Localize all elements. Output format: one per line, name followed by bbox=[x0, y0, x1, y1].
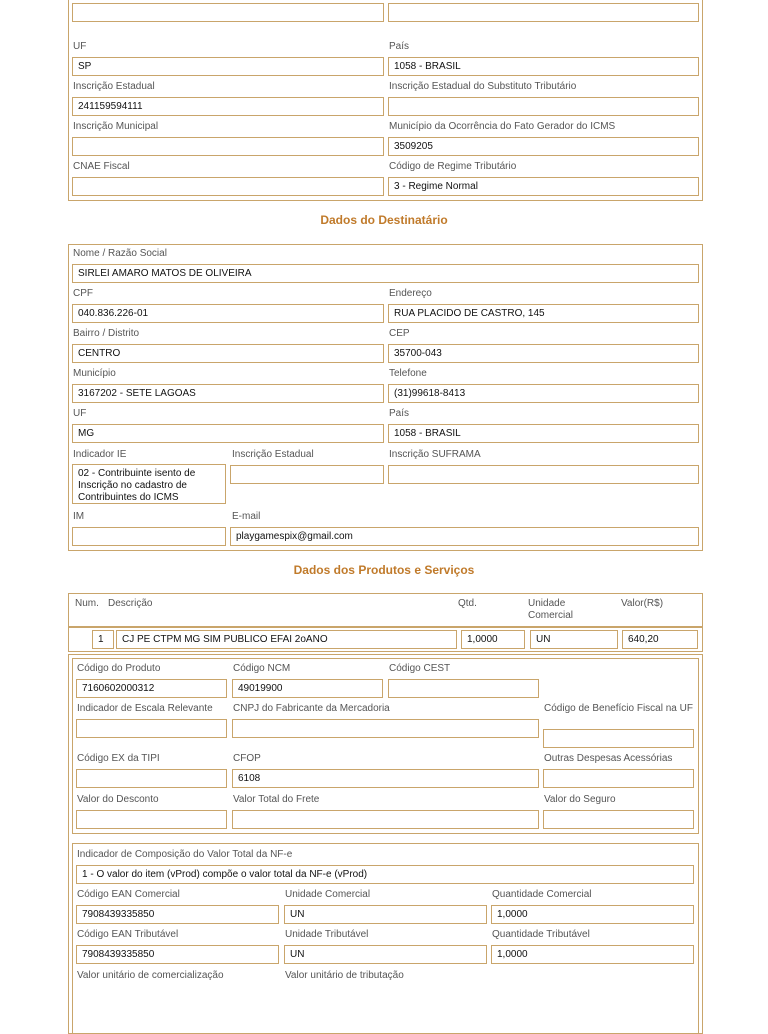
emitente-im-label: Inscrição Municipal bbox=[73, 121, 159, 132]
cod-produto-field: 7160602000312 bbox=[76, 679, 227, 698]
beneficio-label: Código de Benefício Fiscal na UF bbox=[544, 703, 693, 714]
emitente-prev-field-right bbox=[388, 3, 699, 22]
composicao-label: Indicador de Composição do Valor Total da NF-e bbox=[77, 849, 293, 860]
cest-label: Código CEST bbox=[389, 663, 451, 674]
emitente-uf-label: UF bbox=[73, 41, 87, 52]
ncm-field: 49019900 bbox=[232, 679, 383, 698]
ex-tipi-label: Código EX da TIPI bbox=[77, 753, 160, 764]
header-valor: Valor(R$) bbox=[621, 598, 664, 609]
desconto-field bbox=[76, 810, 227, 829]
dest-cep-label: CEP bbox=[389, 328, 410, 339]
emitente-cnae-label: CNAE Fiscal bbox=[73, 161, 130, 172]
cnpj-fab-label: CNPJ do Fabricante da Mercadoria bbox=[233, 703, 390, 714]
emitente-im-field bbox=[72, 137, 384, 156]
dest-cpf-label: CPF bbox=[73, 288, 93, 299]
dest-pais-label: País bbox=[389, 408, 410, 419]
produtos-header-box bbox=[68, 593, 703, 627]
un-trib-label: Unidade Tributável bbox=[285, 929, 369, 940]
vun-trib-label: Valor unitário de tributação bbox=[285, 970, 404, 981]
dest-bairro-label: Bairro / Distrito bbox=[73, 328, 140, 339]
ncm-label: Código NCM bbox=[233, 663, 291, 674]
dest-ie-label: Inscrição Estadual bbox=[232, 449, 314, 460]
un-com-label: Unidade Comercial bbox=[285, 889, 371, 900]
dest-uf-field: MG bbox=[72, 424, 384, 443]
un-com-field: UN bbox=[284, 905, 487, 924]
seguro-field bbox=[543, 810, 694, 829]
product-unidade: UN bbox=[530, 630, 618, 649]
vun-com-label: Valor unitário de comercialização bbox=[77, 970, 224, 981]
emitente-cnae-field bbox=[72, 177, 384, 196]
dest-cpf-field: 040.836.226-01 bbox=[72, 304, 384, 323]
cod-produto-label: Código do Produto bbox=[77, 663, 161, 674]
emitente-pais-field: 1058 - BRASIL bbox=[388, 57, 699, 76]
dest-uf-label: UF bbox=[73, 408, 87, 419]
ean-trib-label: Código EAN Tributável bbox=[77, 929, 179, 940]
dest-telefone-field: (31)99618-8413 bbox=[388, 384, 699, 403]
escala-field bbox=[76, 719, 227, 738]
dest-nome-field: SIRLEI AMARO MATOS DE OLIVEIRA bbox=[72, 264, 699, 283]
emitente-crt-label: Código de Regime Tributário bbox=[389, 161, 517, 172]
dest-suframa-label: Inscrição SUFRAMA bbox=[389, 449, 481, 460]
emitente-pais-label: País bbox=[389, 41, 410, 52]
desconto-label: Valor do Desconto bbox=[77, 794, 159, 805]
dest-im-label: IM bbox=[73, 511, 85, 522]
dest-im-field bbox=[72, 527, 226, 546]
emitente-crt-field: 3 - Regime Normal bbox=[388, 177, 699, 196]
emitente-ie-st-field bbox=[388, 97, 699, 116]
ean-com-field: 7908439335850 bbox=[76, 905, 279, 924]
dest-email-label: E-mail bbox=[232, 511, 261, 522]
dest-ind-ie-label: Indicador IE bbox=[73, 449, 127, 460]
dest-endereco-field: RUA PLACIDO DE CASTRO, 145 bbox=[388, 304, 699, 323]
product-num: 1 bbox=[92, 630, 114, 649]
escala-label: Indicador de Escala Relevante bbox=[77, 703, 213, 714]
cfop-label: CFOP bbox=[233, 753, 261, 764]
frete-label: Valor Total do Frete bbox=[233, 794, 320, 805]
dest-suframa-field bbox=[388, 465, 699, 484]
dest-bairro-field: CENTRO bbox=[72, 344, 384, 363]
cfop-field: 6108 bbox=[232, 769, 539, 788]
emitente-uf-field: SP bbox=[72, 57, 384, 76]
qtd-trib-label: Quantidade Tributável bbox=[492, 929, 590, 940]
dest-telefone-label: Telefone bbox=[389, 368, 427, 379]
dest-ie-field bbox=[230, 465, 384, 484]
header-qtd: Qtd. bbox=[458, 598, 477, 609]
emitente-ie-field: 241159594111 bbox=[72, 97, 384, 116]
product-qtd: 1,0000 bbox=[461, 630, 525, 649]
dest-pais-field: 1058 - BRASIL bbox=[388, 424, 699, 443]
dest-email-field: playgamespix@gmail.com bbox=[230, 527, 699, 546]
destinatario-section-title: Dados do Destinatário bbox=[320, 213, 448, 227]
qtd-com-field: 1,0000 bbox=[491, 905, 694, 924]
seguro-label: Valor do Seguro bbox=[544, 794, 616, 805]
dest-nome-label: Nome / Razão Social bbox=[73, 248, 167, 259]
un-trib-field: UN bbox=[284, 945, 487, 964]
dest-municipio-field: 3167202 - SETE LAGOAS bbox=[72, 384, 384, 403]
ean-trib-field: 7908439335850 bbox=[76, 945, 279, 964]
product-valor: 640,20 bbox=[622, 630, 698, 649]
produtos-section-title: Dados dos Produtos e Serviços bbox=[293, 563, 475, 577]
cnpj-fab-field bbox=[232, 719, 539, 738]
dest-cep-field: 35700-043 bbox=[388, 344, 699, 363]
header-unidade: Unidade Comercial bbox=[528, 598, 574, 621]
dest-ind-ie-field: 02 - Contribuinte isento de Inscrição no cadastro de Contribuintes do ICMS bbox=[72, 464, 226, 504]
outras-label: Outras Despesas Acessórias bbox=[544, 753, 673, 764]
emitente-municipio-fg-field: 3509205 bbox=[388, 137, 699, 156]
cest-field bbox=[388, 679, 539, 698]
ean-com-label: Código EAN Comercial bbox=[77, 889, 180, 900]
qtd-com-label: Quantidade Comercial bbox=[492, 889, 592, 900]
outras-field bbox=[543, 769, 694, 788]
ex-tipi-field bbox=[76, 769, 227, 788]
beneficio-field bbox=[543, 729, 694, 748]
qtd-trib-field: 1,0000 bbox=[491, 945, 694, 964]
dest-municipio-label: Município bbox=[73, 368, 116, 379]
composicao-field: 1 - O valor do item (vProd) compõe o valor total da NF-e (vProd) bbox=[76, 865, 694, 884]
dest-endereco-label: Endereço bbox=[389, 288, 432, 299]
emitente-ie-st-label: Inscrição Estadual do Substituto Tributário bbox=[389, 81, 577, 92]
emitente-municipio-fg-label: Município da Ocorrência do Fato Gerador do ICMS bbox=[389, 121, 616, 132]
frete-field bbox=[232, 810, 539, 829]
header-num: Num. bbox=[75, 598, 99, 609]
emitente-ie-label: Inscrição Estadual bbox=[73, 81, 155, 92]
header-descricao: Descrição bbox=[108, 598, 153, 609]
emitente-prev-field-left bbox=[72, 3, 384, 22]
product-descricao: CJ PE CTPM MG SIM PUBLICO EFAI 2oANO bbox=[116, 630, 457, 649]
